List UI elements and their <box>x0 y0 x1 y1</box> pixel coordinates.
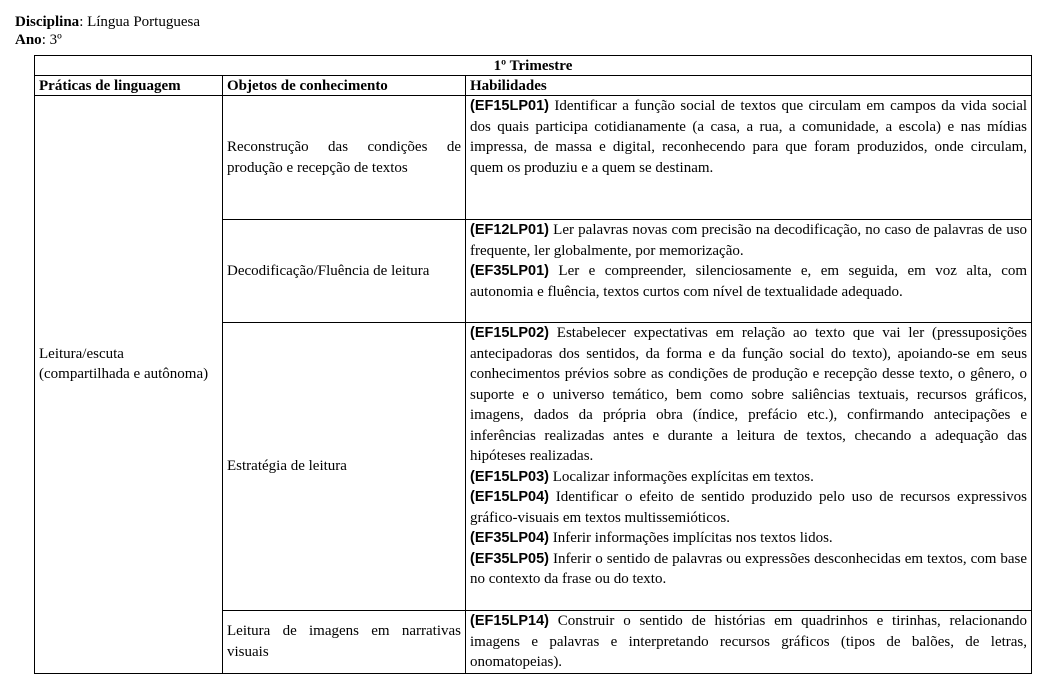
col-header-praticas: Práticas de linguagem <box>35 76 223 96</box>
objeto-text: Decodificação/Fluência de leitura <box>227 262 430 279</box>
objeto-cell <box>223 323 466 611</box>
skill-text: Localizar informações explícitas em textos. <box>548 468 814 485</box>
skill-entry <box>470 487 1027 528</box>
disciplina-label: Disciplina <box>15 14 80 30</box>
skill-code: (EF15LP04) <box>470 489 549 505</box>
skill-code: (EF15LP03) <box>470 468 549 485</box>
col-header-objetos: Objetos de conhecimento <box>223 76 466 96</box>
objeto-cell <box>223 96 466 220</box>
objeto-text: Reconstrução das condições de produção e recepção de textos <box>227 139 461 176</box>
skill-text: Inferir o sentido de palavras ou expressões desconhecidas em textos, com base no contexto da frase ou do texto. <box>470 550 1028 587</box>
skill-text: Identificar a função social de textos que circulam em campos da vida social dos quais participa cotidianamente (a casa, a rua, a comunidade, a escola) e nas mídias impressa, de massa e digital, reconhecendo para que foram produzidos, onde circulam, quem os produziu e a quem se destinam. <box>470 98 1028 176</box>
col-header-habilidades: Habilidades <box>466 76 1032 96</box>
curriculum-table <box>34 55 1032 674</box>
ano-value: : 3º <box>41 32 62 48</box>
skill-entry <box>470 220 1027 261</box>
pratica-text: Leitura/escuta (compartilhada e autônoma) <box>39 345 209 383</box>
skill-code: (EF15LP02) <box>470 325 549 341</box>
skill-entry <box>470 528 1027 549</box>
skill-code: (EF12LP01) <box>470 222 549 238</box>
skill-code: (EF15LP14) <box>470 613 549 629</box>
skill-text: Estabelecer expectativas em relação ao texto que vai ler (pressuposições antecipadoras dos sentidos, da forma e da função social do texto), apoiando-se em seus conhecimentos prévios sobre as condições de produção e recepção desse texto, o gênero, o suporte e o universo temático, bem como sobre saliências textuais, recursos gráficos, imagens, dados da própria obra (índice, prefácio etc.), confirmando antecipações e inferências realizadas antes e durante a leitura de textos, checando a adequação das hipóteses realizadas. <box>470 325 1028 464</box>
pratica-cell <box>35 96 223 674</box>
skill-code: (EF35LP01) <box>470 263 549 279</box>
skill-entry <box>470 323 1027 467</box>
habilidade-cell <box>466 323 1032 611</box>
disciplina-line <box>15 13 200 31</box>
ano-line <box>15 31 200 49</box>
habilidade-cell <box>466 96 1032 220</box>
trimestre-title: 1º Trimestre <box>35 56 1032 76</box>
objeto-cell <box>223 220 466 323</box>
skill-text: Inferir informações implícitas nos textos lidos. <box>548 530 833 546</box>
objeto-text: Leitura de imagens em narrativas visuais <box>227 623 461 660</box>
skill-text: Ler e compreender, silenciosamente e, em seguida, em voz alta, com autonomia e fluência, textos curtos com nível de textualidade adequado. <box>470 263 1028 300</box>
skill-entry <box>470 549 1027 590</box>
objeto-text: Estratégia de leitura <box>227 458 347 475</box>
objeto-cell <box>223 611 466 674</box>
skill-text: Ler palavras novas com precisão na decodificação, no caso de palavras de uso frequente, ler globalmente, por memorização. <box>470 222 1028 259</box>
ano-label: Ano <box>15 32 42 48</box>
disciplina-value: : Língua Portuguesa <box>79 14 201 30</box>
skill-code: (EF35LP05) <box>470 550 549 567</box>
skill-entry <box>470 467 1027 488</box>
document-header <box>15 13 200 49</box>
skill-code: (EF35LP04) <box>470 530 549 546</box>
habilidade-cell <box>466 220 1032 323</box>
skill-text: Construir o sentido de histórias em quadrinhos e tirinhas, relacionando imagens e palavras e interpretando recursos gráficos (tipos de balões, de letras, onomatopeias). <box>470 613 1028 670</box>
habilidade-cell <box>466 611 1032 674</box>
skill-entry <box>470 261 1027 302</box>
skill-code: (EF15LP01) <box>470 98 549 114</box>
skill-text: Identificar o efeito de sentido produzido pelo uso de recursos expressivos gráfico-visuais em textos multissemióticos. <box>470 489 1028 526</box>
